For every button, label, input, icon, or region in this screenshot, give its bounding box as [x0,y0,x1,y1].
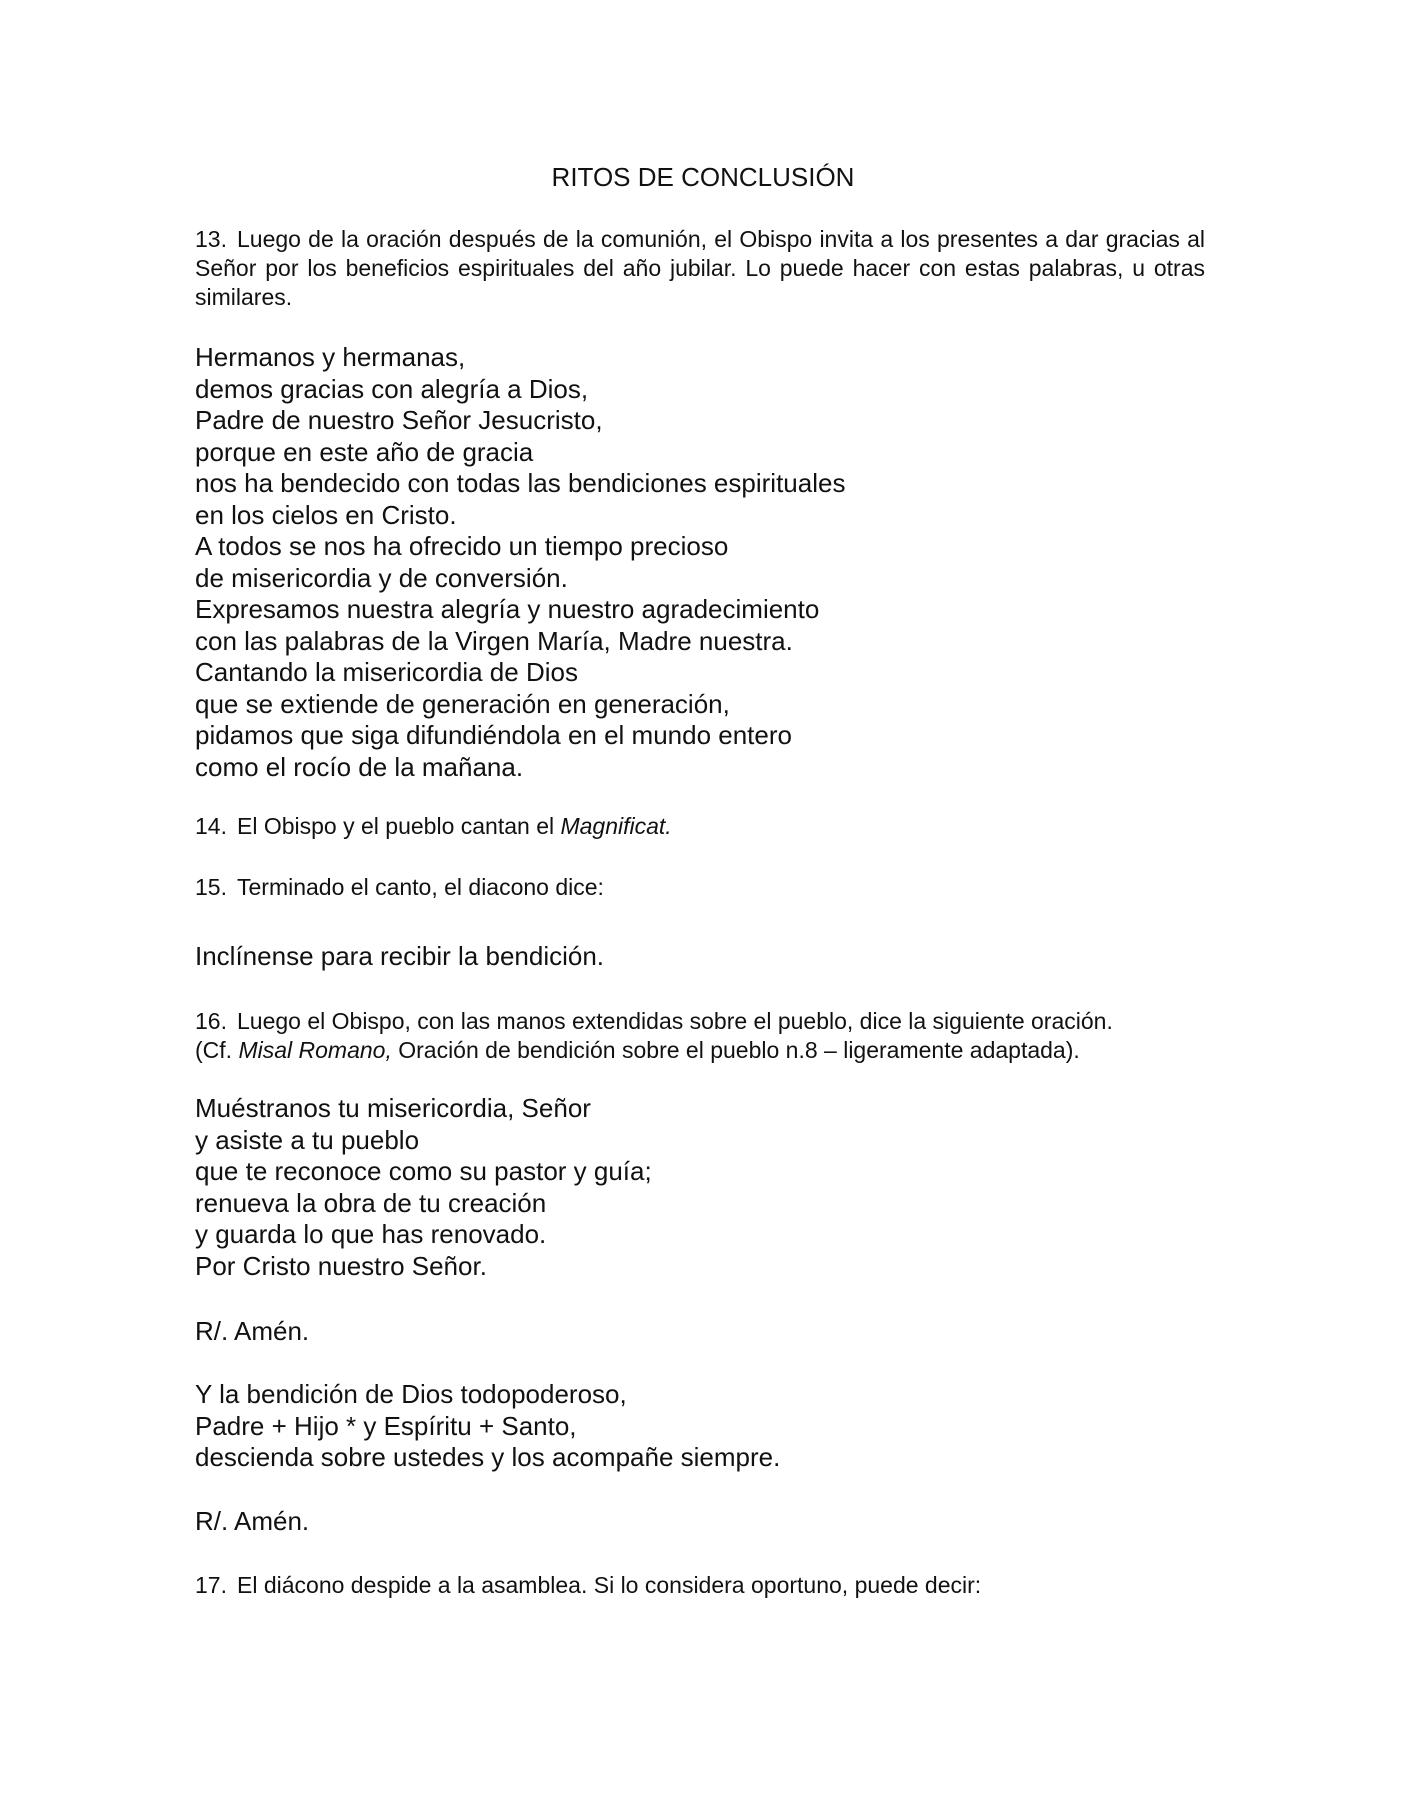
rubric-text: Luego de la oración después de la comunión, el Obispo invita a los presentes a dar gracias al Señor por los beneficios espirituales del año jubilar. Lo puede hacer con estas palabras, u otras similares. [195,226,1205,310]
invitation-prayer [195,342,845,783]
rubric-13 [195,225,1205,312]
rubric-text: Terminado el canto, el diacono dice: [237,874,604,900]
prayer-line: Inclínense para recibir la bendición. [195,941,605,971]
rubric-16 [195,1007,1255,1065]
rubric-text: El Obispo y el pueblo cantan el [237,813,561,839]
rubric-text: El diácono despide a la asamblea. Si lo considera oportuno, puede decir: [237,1572,982,1598]
prayer-line: y asiste a tu pueblo [195,1124,420,1155]
response-amen [195,1316,309,1348]
deacon-invitation [195,941,604,973]
prayer-line: que se extiende de generación en generación, [195,688,730,719]
page-title: RITOS DE CONCLUSIÓN [551,162,855,192]
prayer-line: R/. Amén. [195,1316,310,1346]
prayer-line: y guarda lo que has renovado. [195,1219,547,1249]
section-number: 17. [195,1572,227,1598]
prayer-line: descienda sobre ustedes y los acompañe siempre. [195,1442,781,1472]
prayer-line: porque en este año de gracia [195,436,534,467]
prayer-line: Padre de nuestro Señor Jesucristo, [195,405,603,435]
section-number: 14. [195,813,227,839]
section-number: 16. [195,1008,227,1034]
prayer-line: con las palabras de la Virgen María, Madre nuestra. [195,625,793,656]
prayer-line: de misericordia y de conversión. [195,562,568,593]
prayer-line: en los cielos en Cristo. [195,499,457,530]
rubric-14 [195,812,1205,841]
prayer-line: demos gracias con alegría a Dios, [195,373,589,404]
rubric-italic: Magnificat. [560,813,672,839]
prayer-line: Hermanos y hermanas, [195,342,466,372]
prayer-line: Expresamos nuestra alegría y nuestro agradecimiento [195,594,820,624]
rubric-text: (Cf. [195,1037,239,1063]
section-number: 15. [195,874,227,900]
rubric-17 [195,1571,1205,1600]
prayer-line: como el rocío de la mañana. [195,751,524,782]
rubric-15 [195,873,1205,902]
rubric-line [195,1036,1255,1065]
prayer-line: que te reconoce como su pastor y guía; [195,1156,652,1186]
prayer-line: Cantando la misericordia de Dios [195,657,578,687]
prayer-line: pidamos que siga difundiéndola en el mundo entero [195,720,792,750]
prayer-line: nos ha bendecido con todas las bendiciones espirituales [195,468,846,498]
rubric-text: Oración de bendición sobre el pueblo n.8 – ligeramente adaptada). [391,1037,1080,1063]
prayer-line: A todos se nos ha ofrecido un tiempo precioso [195,531,729,561]
rubric-italic: Misal Romano, [238,1037,392,1063]
prayer-line: R/. Amén. [195,1506,310,1536]
rubric-text: Luego el Obispo, con las manos extendidas sobre el pueblo, dice la siguiente oración. [237,1008,1113,1034]
response-amen [195,1506,309,1538]
prayer-line: Muéstranos tu misericordia, Señor [195,1093,591,1123]
prayer-line: renueva la obra de tu creación [195,1187,547,1218]
final-blessing [195,1379,780,1474]
blessing-prayer [195,1093,652,1282]
prayer-line: Por Cristo nuestro Señor. [195,1250,487,1281]
prayer-line: Y la bendición de Dios todopoderoso, [195,1379,627,1409]
prayer-line: Padre + Hijo * y Espíritu + Santo, [195,1410,577,1441]
section-number: 13. [195,226,227,252]
rubric-line [195,1007,1255,1036]
